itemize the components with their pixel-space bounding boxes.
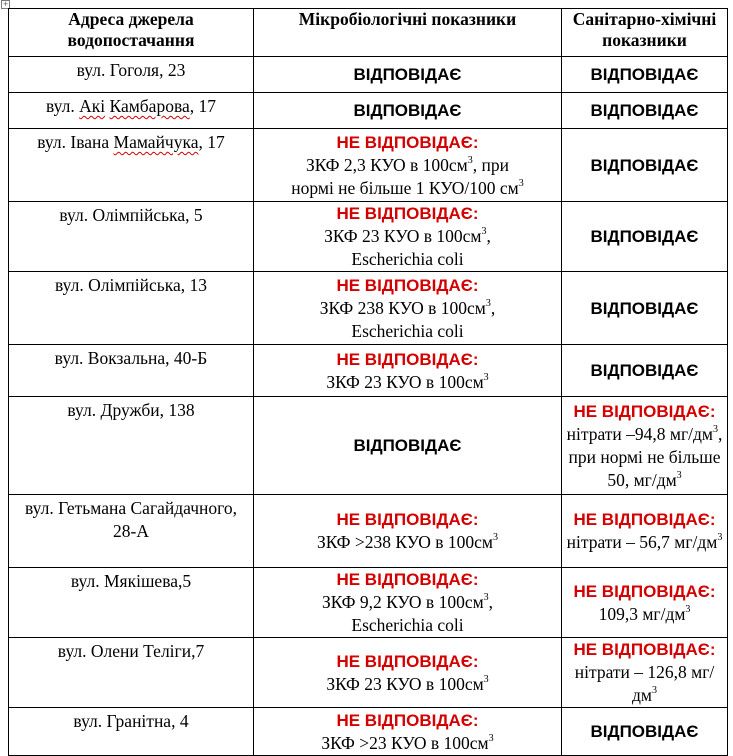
address-cell: [9, 272, 254, 345]
table-row: [9, 638, 728, 708]
address-text: вул. Олени Теліги,7: [57, 641, 205, 661]
detail-line: ЗКФ 2,3 КУО в $100см^3$, при: [306, 154, 509, 175]
status-compliant: ВІДПОВІДАЄ: [590, 227, 699, 246]
detail-line: при нормі не більше: [568, 446, 721, 467]
address-cell: [9, 495, 254, 568]
status-compliant: ВІДПОВІДАЄ: [590, 65, 699, 84]
chem-cell: [562, 57, 728, 93]
address-text: вул. Гоголя, 23: [76, 60, 186, 80]
detail-line: ЗКФ 9,2 КУО в $100см^3$,: [321, 592, 494, 612]
table-row: [9, 57, 728, 93]
address-cell: [9, 568, 254, 638]
micro-cell: [254, 708, 562, 756]
address-text: вул. Дружби, 138: [67, 400, 195, 420]
header-chem: Санітарно-хімічні показники: [562, 9, 728, 57]
chem-cell: [562, 129, 728, 202]
detail-line: нітрати – 126,8 $мг/дм^3$: [574, 662, 715, 705]
micro-cell: [254, 345, 562, 397]
table-row: [9, 272, 728, 345]
address-text: вул. Мякішева,5: [70, 571, 192, 591]
status-noncompliant: НЕ ВІДПОВІДАЄ:: [336, 275, 479, 295]
detail-line: 50, $мг/дм^3$: [607, 469, 682, 490]
status-compliant: ВІДПОВІДАЄ: [353, 436, 462, 455]
detail-line: нітрати –94,8 $мг/дм^3$,: [566, 423, 723, 444]
chem-cell: [562, 202, 728, 272]
header-micro: Мікробіологічні показники: [254, 9, 562, 57]
detail-line: ЗКФ >238 КУО в $100см^3$: [317, 532, 498, 552]
chem-cell: [562, 568, 728, 638]
status-compliant: ВІДПОВІДАЄ: [590, 101, 699, 120]
micro-cell: [254, 568, 562, 638]
detail-line: ЗКФ 23 КУО в $100см^3$: [326, 371, 489, 392]
table-row: [9, 568, 728, 638]
detail-line: ЗКФ 23 КУО в $100см^3$: [326, 673, 489, 694]
table-row: [9, 202, 728, 272]
address-cell: [9, 93, 254, 129]
address-cell: [9, 345, 254, 397]
chem-cell: [562, 495, 728, 568]
micro-cell: [254, 495, 562, 568]
detail-line: Escherichia coli: [351, 320, 464, 341]
status-noncompliant: НЕ ВІДПОВІДАЄ:: [336, 132, 479, 152]
status-compliant: ВІДПОВІДАЄ: [353, 101, 462, 120]
table-row: [9, 495, 728, 568]
address-text: вул. Гранітна, 4: [73, 711, 189, 731]
address-text: вул. Вокзальна, 40-Б: [54, 348, 208, 368]
status-noncompliant: НЕ ВІДПОВІДАЄ:: [336, 710, 479, 730]
address-cell: [9, 202, 254, 272]
detail-line: ЗКФ 238 КУО в $100см^3$,: [319, 297, 496, 318]
status-compliant: ВІДПОВІДАЄ: [590, 722, 699, 741]
table-row: [9, 129, 728, 202]
status-compliant: ВІДПОВІДАЄ: [590, 298, 699, 318]
status-noncompliant: НЕ ВІДПОВІДАЄ:: [573, 401, 716, 421]
micro-cell: [254, 93, 562, 129]
micro-cell: [254, 638, 562, 708]
address-cell: [9, 57, 254, 93]
detail-line: ЗКФ >23 КУО в $100см^3$: [321, 732, 494, 753]
detail-line: ЗКФ 23 КУО в $100см^3$,: [324, 226, 491, 246]
detail-line: Escherichia coli: [351, 249, 464, 269]
address-cell: [9, 129, 254, 202]
table-move-handle-icon[interactable]: +: [2, 0, 9, 8]
detail-line: нормі не більше 1 КУО/100 $см^3$: [291, 177, 524, 198]
table-row: [9, 93, 728, 129]
detail-line: 109,3 $мг/дм^3$: [598, 603, 691, 624]
micro-cell: [254, 397, 562, 495]
address-text: вул. Олімпійська, 13: [54, 275, 208, 295]
chem-cell: [562, 708, 728, 756]
status-noncompliant: НЕ ВІДПОВІДАЄ:: [573, 581, 716, 601]
detail-line: нітрати – 56,7 $мг/дм^3$: [566, 532, 723, 552]
status-noncompliant: НЕ ВІДПОВІДАЄ:: [336, 570, 479, 589]
chem-cell: [562, 638, 728, 708]
micro-cell: [254, 202, 562, 272]
address-text: вул. Олімпійська, 5: [59, 205, 203, 225]
address-cell: [9, 638, 254, 708]
address-cell: [9, 397, 254, 495]
status-noncompliant: НЕ ВІДПОВІДАЄ:: [336, 204, 479, 223]
status-compliant: ВІДПОВІДАЄ: [353, 65, 462, 84]
address-cell: [9, 708, 254, 756]
table-row: [9, 708, 728, 756]
chem-cell: [562, 272, 728, 345]
water-quality-table: [8, 8, 728, 756]
header-row: [9, 9, 728, 57]
chem-cell: [562, 397, 728, 495]
micro-cell: [254, 272, 562, 345]
detail-line: Escherichia coli: [351, 615, 464, 635]
chem-cell: [562, 345, 728, 397]
status-noncompliant: НЕ ВІДПОВІДАЄ:: [336, 349, 479, 369]
micro-cell: [254, 129, 562, 202]
status-compliant: ВІДПОВІДАЄ: [590, 361, 699, 380]
micro-cell: [254, 57, 562, 93]
address-text: вул. Івана Мамайчука, 17: [37, 132, 225, 152]
table-row: [9, 397, 728, 495]
status-compliant: ВІДПОВІДАЄ: [590, 155, 699, 175]
address-text: вул. Акі Камбарова, 17: [45, 96, 217, 116]
table-row: [9, 345, 728, 397]
header-address: Адреса джерела водопостачання: [9, 9, 254, 57]
status-noncompliant: НЕ ВІДПОВІДАЄ:: [336, 651, 479, 671]
chem-cell: [562, 93, 728, 129]
address-text: вул. Гетьмана Сагайдачного, 28-А: [24, 498, 238, 541]
status-noncompliant: НЕ ВІДПОВІДАЄ:: [573, 510, 716, 529]
status-noncompliant: НЕ ВІДПОВІДАЄ:: [336, 510, 479, 529]
status-noncompliant: НЕ ВІДПОВІДАЄ:: [573, 640, 716, 659]
